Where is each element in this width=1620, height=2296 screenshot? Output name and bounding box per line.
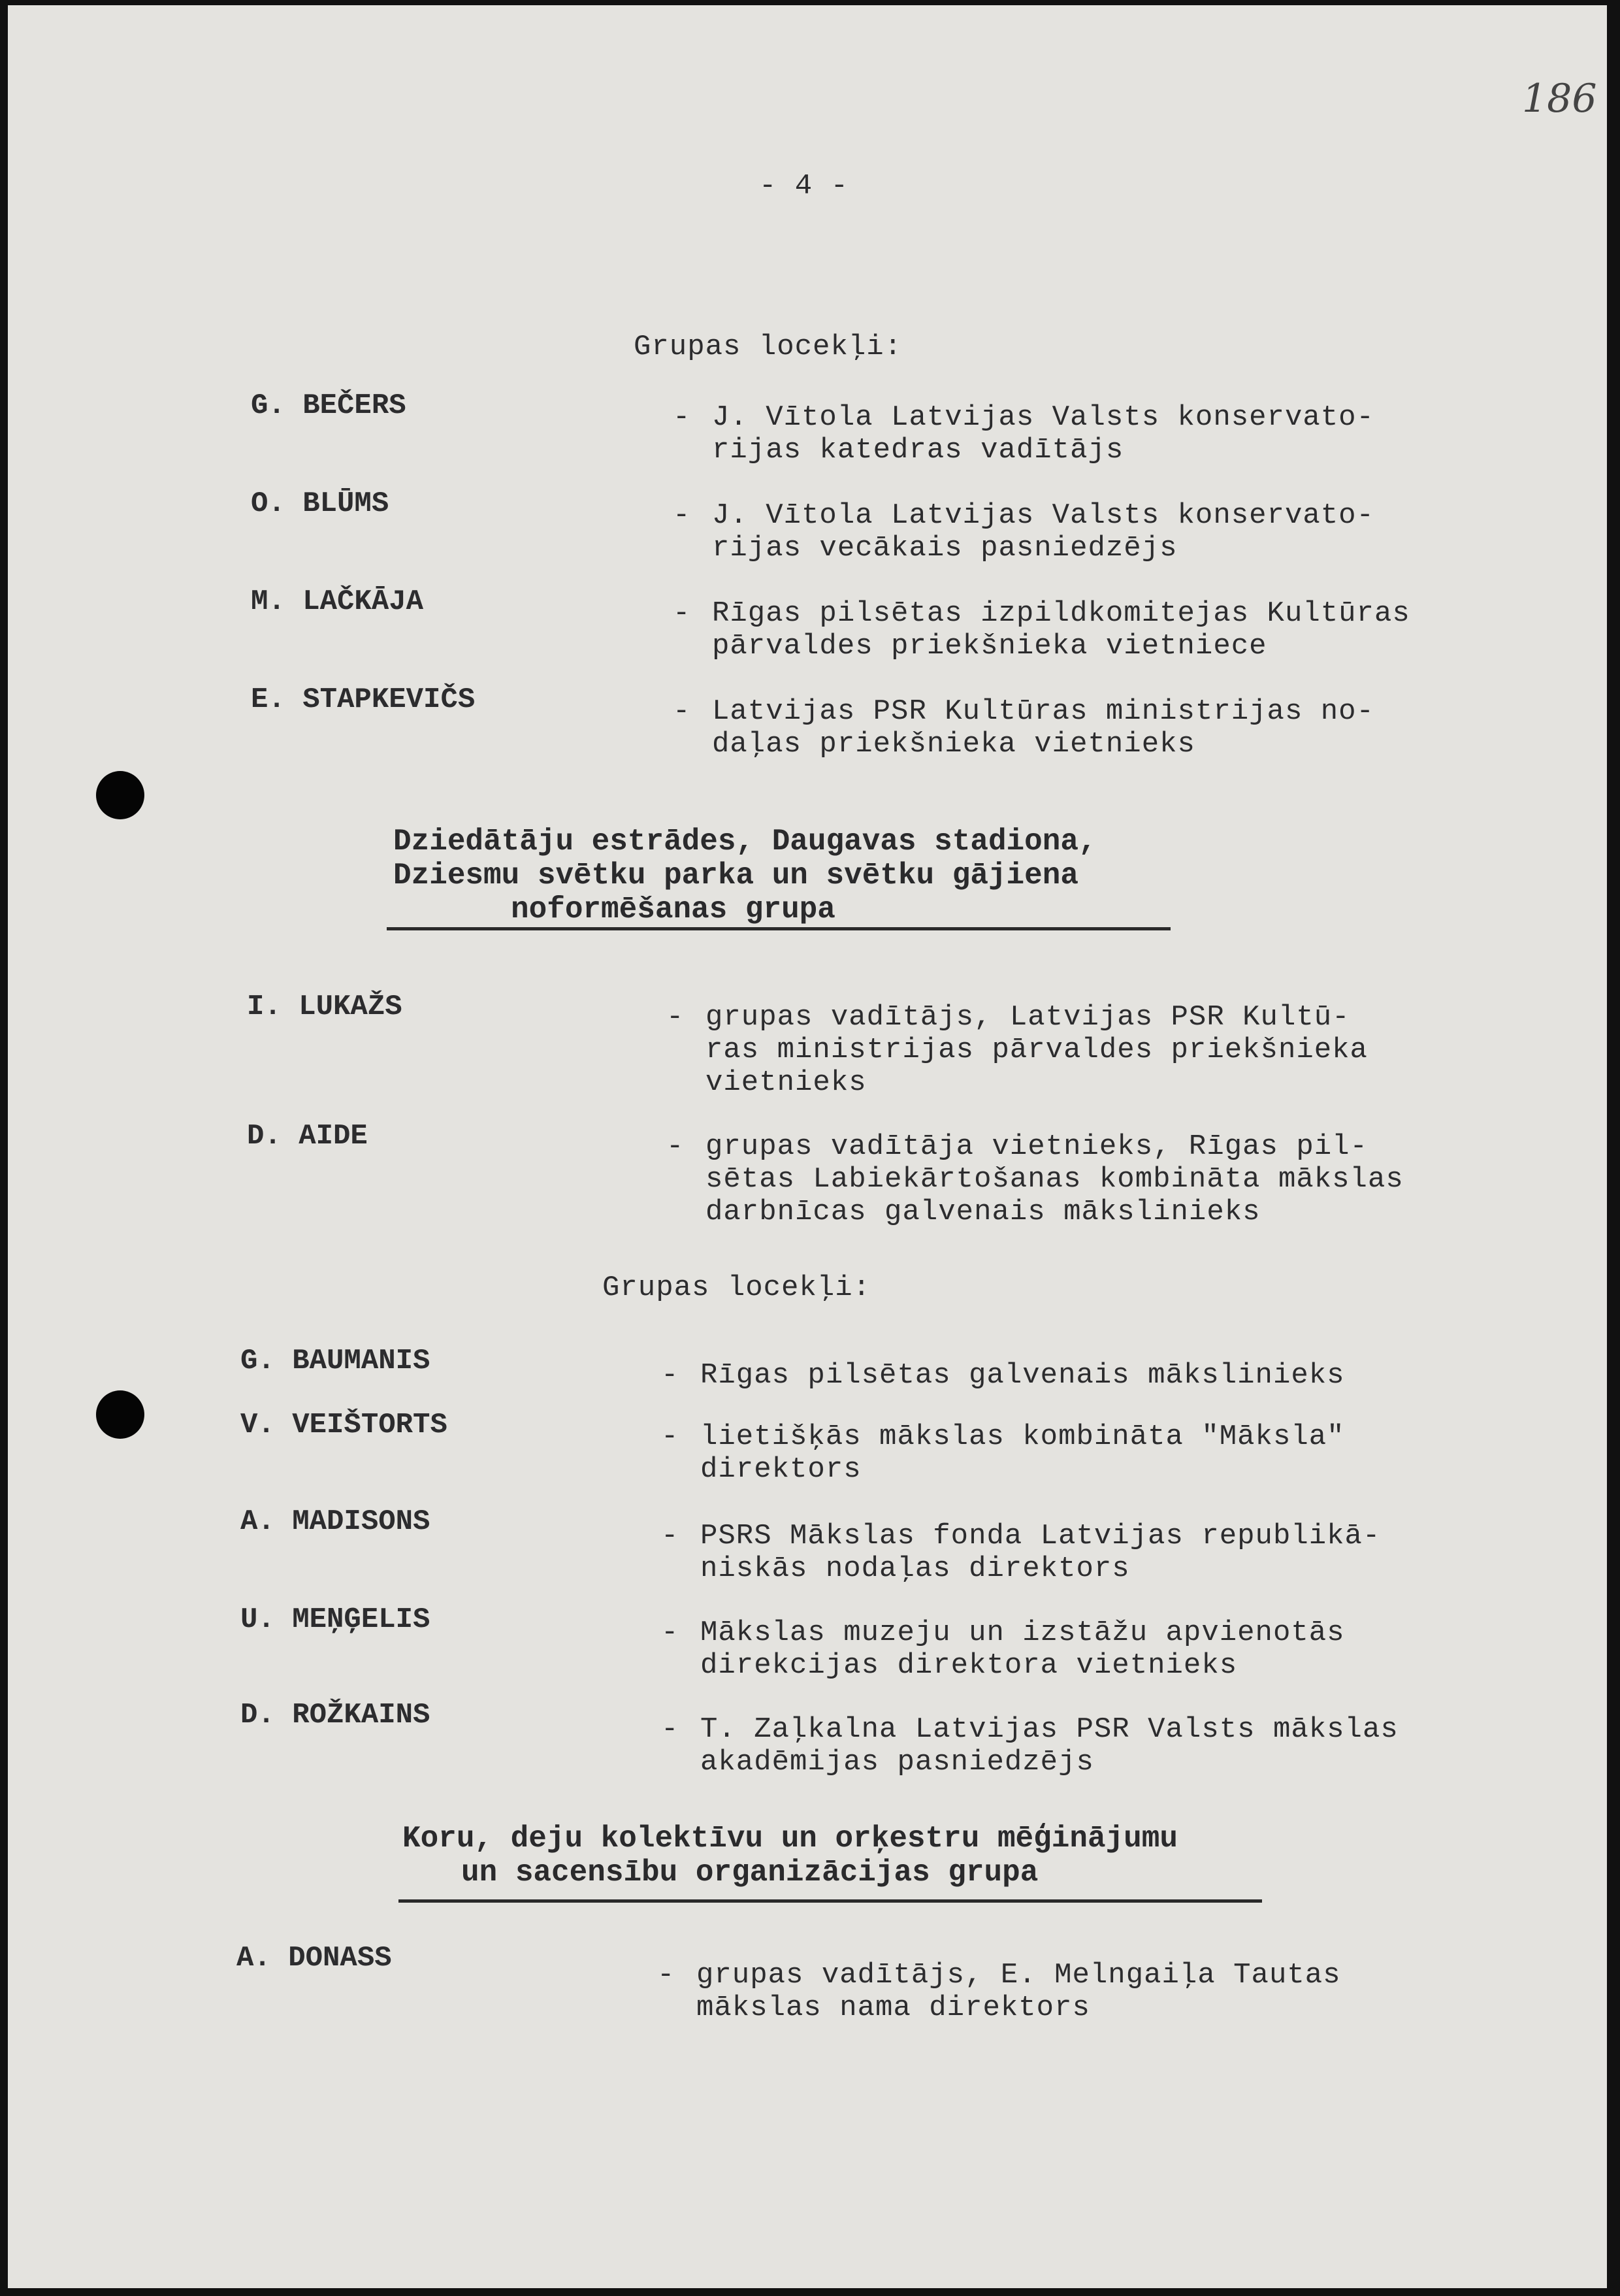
entry-dash: - [661, 1420, 679, 1453]
heading-underline [387, 927, 1171, 930]
leader-description: grupas vadītāja vietnieks, Rīgas pil- sētas Labiekārtošanas kombināta mākslas darbnīcas galvenais mākslinieks [705, 1130, 1404, 1228]
member-name: G. BAUMANIS [240, 1345, 430, 1377]
punch-hole-top [96, 771, 144, 819]
archive-page-annotation: 186 [1522, 76, 1597, 122]
entry-dash: - [673, 597, 690, 630]
member-description: PSRS Mākslas fonda Latvijas republikā- niskās nodaļas direktors [700, 1520, 1381, 1585]
leader-description: grupas vadītājs, Latvijas PSR Kultū- ras ministrijas pārvaldes priekšnieka vietnieks [705, 1001, 1368, 1099]
punch-hole-bottom [96, 1390, 144, 1439]
entry-dash: - [657, 1959, 675, 1992]
member-name: U. MEŅĢELIS [240, 1603, 430, 1636]
member-description: T. Zaļkalna Latvijas PSR Valsts mākslas akadēmijas pasniedzējs [700, 1713, 1399, 1779]
member-name: M. LAČKĀJA [251, 585, 424, 618]
heading-underline [398, 1899, 1262, 1903]
entry-dash: - [666, 1130, 684, 1163]
member-name: O. BLŪMS [251, 487, 389, 520]
member-name: D. ROŽKAINS [240, 1699, 430, 1731]
member-description: Rīgas pilsētas galvenais mākslinieks [700, 1359, 1345, 1392]
member-name: E. STAPKEVIČS [251, 683, 476, 716]
entry-dash: - [673, 401, 690, 434]
member-name: V. VEIŠTORTS [240, 1409, 447, 1441]
entry-dash: - [666, 1001, 684, 1034]
leader-name: A. DONASS [236, 1942, 392, 1975]
member-description: J. Vītola Latvijas Valsts konservato- rijas katedras vadītājs [712, 401, 1374, 467]
leader-description: grupas vadītājs, E. Melngaiļa Tautas mākslas nama direktors [696, 1959, 1341, 2024]
entry-dash: - [661, 1616, 679, 1649]
section-heading: Dziedātāju estrādes, Daugavas stadiona, Dziesmu svētku parka un svētku gājiena noformēšanas grupa [393, 825, 1097, 927]
member-name: A. MADISONS [240, 1505, 430, 1538]
entry-dash: - [661, 1713, 679, 1746]
entry-dash: - [673, 499, 690, 532]
member-description: Rīgas pilsētas izpildkomitejas Kultūras pārvaldes priekšnieka vietniece [712, 597, 1410, 663]
leader-name: D. AIDE [247, 1120, 368, 1153]
member-description: J. Vītola Latvijas Valsts konservato- rijas vecākais pasniedzējs [712, 499, 1374, 565]
entry-dash: - [673, 695, 690, 728]
section-heading: Koru, deju kolektīvu un orķestru mēģinājumu un sacensību organizācijas grupa [402, 1822, 1178, 1890]
member-description: Mākslas muzeju un izstāžu apvienotās direkcijas direktora vietnieks [700, 1616, 1345, 1682]
member-name: G. BEČERS [251, 389, 406, 422]
member-description: lietišķās mākslas kombināta "Māksla" direktors [700, 1420, 1345, 1486]
page-number: - 4 - [759, 170, 849, 203]
entry-dash: - [661, 1520, 679, 1552]
members-label: Grupas locekļi: [602, 1271, 871, 1304]
member-description: Latvijas PSR Kultūras ministrijas no- daļas priekšnieka vietnieks [712, 695, 1374, 761]
members-label: Grupas locekļi: [634, 331, 903, 363]
document-page [8, 5, 1607, 2288]
leader-name: I. LUKAŽS [247, 991, 402, 1023]
entry-dash: - [661, 1359, 679, 1392]
